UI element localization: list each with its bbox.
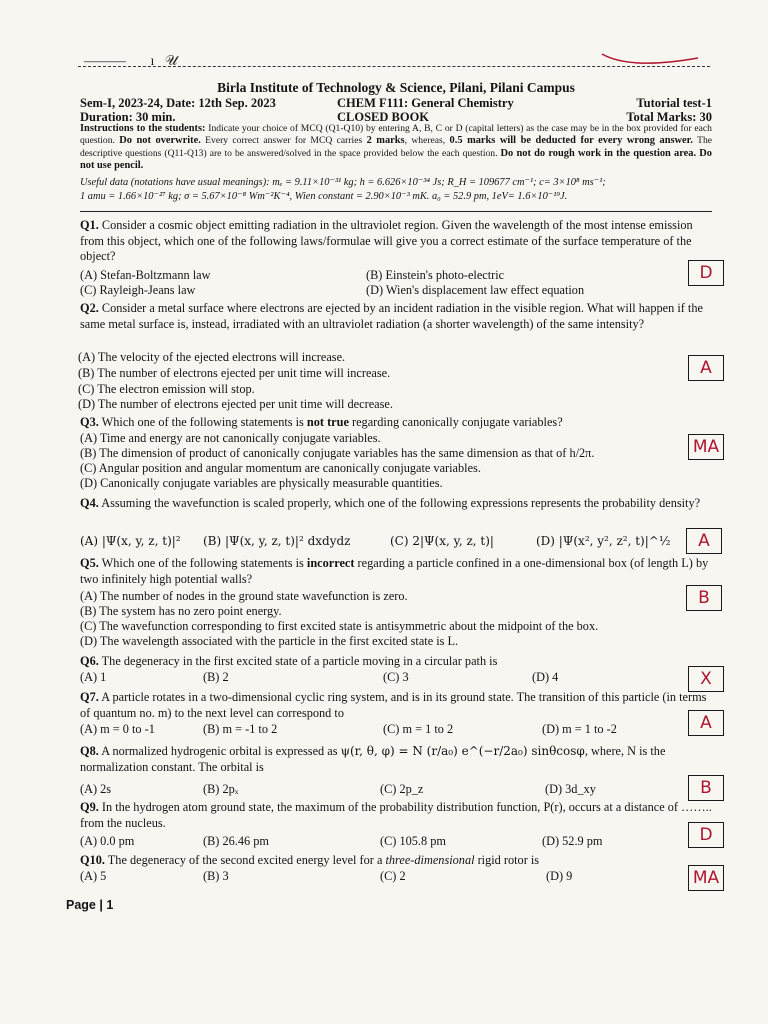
option-c: (C) The electron emission will stop. — [78, 382, 255, 396]
option-a: (A) 0.0 pm — [80, 834, 135, 848]
option-c: (C) m = 1 to 2 — [383, 722, 454, 736]
option-a: (A) Time and energy are not canonically conjugate variables. — [80, 431, 381, 445]
option-c: (C) Rayleigh-Jeans law — [80, 283, 196, 297]
answer-box-q2[interactable]: A — [688, 355, 724, 381]
question-text: Consider a cosmic object emitting radiation in the ultraviolet region. Given the wavelength of the most intense emission from this object, which one of the following laws/formulae will give you a correct estimate of the surface temperature of the object? — [80, 218, 693, 264]
question-7 — [80, 690, 712, 721]
question-text: regarding a particle confined in a one-dimensional box (of length L) by two infinitely high potential walls? — [80, 556, 709, 586]
q1-options-row-2 — [80, 283, 680, 299]
option-d: (D) m = 1 to -2 — [542, 722, 617, 736]
question-text: A normalized hydrogenic orbital is expressed as — [101, 744, 341, 758]
option-c: (C) 2p_z — [380, 782, 424, 796]
useful-data-line-1: Useful data (notations have usual meanings): mₑ = 9.11×10⁻³¹ kg; h = 6.626×10⁻³⁴ Js; R_H = 109677 cm⁻¹; c= 3×10⁸ ms⁻¹; — [80, 177, 606, 188]
question-text: Which one of the following statements is — [101, 415, 307, 429]
option-c: (C) 2 — [380, 869, 406, 883]
q6-options-row — [80, 670, 680, 686]
option-d: (D) 9 — [546, 869, 573, 883]
option-c: (C) Angular position and angular momentum are canonically conjugate variables. — [80, 461, 481, 475]
question-number: Q9. — [80, 800, 99, 814]
option-d: (D) Wien's displacement law effect equation — [366, 283, 585, 297]
option-b: (B) Einstein's photo-electric — [366, 268, 505, 282]
question-text: The degeneracy of the second excited energy level for a — [107, 853, 386, 867]
option-a: (A) |Ψ(x, y, z, t)|² — [80, 534, 181, 548]
instr-bold: 0.5 marks will be deducted for every wrong answer. — [449, 135, 693, 147]
answer-box-q9[interactable]: D — [688, 822, 724, 848]
q4-options-row — [80, 534, 680, 550]
option-a: (A) The number of nodes in the ground state wavefunction is zero. — [80, 589, 408, 603]
answer-box-q8[interactable]: B — [688, 775, 724, 801]
instr-text: The descriptive questions (Q11-Q13) are to be answered/solved in the space provided below the each question. — [80, 135, 713, 159]
option-b: (B) |Ψ(x, y, z, t)|² dxdydz — [203, 534, 351, 548]
question-number: Q5. — [80, 556, 99, 570]
test-name: Tutorial test-1 — [636, 96, 712, 110]
option-a: (A) m = 0 to -1 — [80, 722, 155, 736]
option-b: (B) 2pₓ — [203, 782, 239, 796]
question-text: A particle rotates in a two-dimensional cyclic ring system, and is in its ground state. The transition of this particle (in terms of quantum no. m) to the next level can correspond to — [80, 690, 707, 720]
orbital-formula: ψ(r, θ, φ) = N (r/a₀) e^(−r/2a₀) sinθcosφ — [340, 744, 585, 758]
option-b: (B) The system has no zero point energy. — [80, 604, 282, 618]
option-d: (D) Canonically conjugate variables are physically measurable quantities. — [80, 476, 443, 490]
q1-options-row-1 — [80, 268, 680, 284]
institute-title: Birla Institute of Technology & Science, Pilani, Pilani Campus — [217, 80, 575, 95]
question-number: Q7. — [80, 690, 99, 704]
option-a: (A) Stefan-Boltzmann law — [80, 268, 211, 282]
question-1 — [80, 218, 712, 265]
option-b: (B) The dimension of product of canonically conjugate variables has the same dimension as that of h/2π. — [80, 446, 595, 460]
answer-box-q4[interactable]: A — [686, 528, 722, 554]
question-number: Q3. — [80, 415, 99, 429]
top-dashed-line — [78, 66, 710, 67]
option-b: (B) m = -1 to 2 — [203, 722, 278, 736]
question-4 — [80, 496, 712, 512]
q10-options-row — [80, 869, 680, 885]
option-a: (A) 5 — [80, 869, 107, 883]
option-d: (D) 52.9 pm — [542, 834, 603, 848]
question-emphasis: three-dimensional — [385, 853, 475, 867]
question-number: Q4. — [80, 496, 99, 510]
question-number: Q8. — [80, 744, 99, 758]
option-d: (D) |Ψ(x², y², z², t)|^½ — [536, 534, 671, 548]
option-b: (B) 26.46 pm — [203, 834, 269, 848]
handwritten-scribble: ‒‒‒‒‒‒ ı 𝒰 — [84, 54, 178, 69]
option-a: (A) 2s — [80, 782, 112, 796]
question-text: Consider a metal surface where electrons are ejected by an incident radiation in the visible region. What will happen if the same metal surface is, instead, irradiated with an ultraviolet radiation (a shorter wavelength) of the same intensity? — [80, 301, 703, 331]
option-d: (D) 3d_xy — [545, 782, 596, 796]
question-8 — [80, 744, 712, 775]
q9-options-row — [80, 834, 680, 850]
closed-book: CLOSED BOOK — [337, 110, 430, 124]
useful-data — [80, 176, 712, 204]
instr-text: Every correct answer for MCQ carries — [205, 135, 363, 147]
option-c: (C) 2|Ψ(x, y, z, t)| — [390, 534, 494, 548]
question-number: Q2. — [80, 301, 99, 315]
question-9 — [80, 800, 712, 831]
option-c: (C) 3 — [383, 670, 409, 684]
instr-bold: Do not overwrite. — [119, 135, 201, 147]
divider — [80, 211, 712, 212]
course-code: CHEM F111: General Chemistry — [337, 96, 514, 110]
question-10 — [80, 853, 712, 869]
answer-box-q7[interactable]: A — [688, 710, 724, 736]
instr-text: Indicate your choice of MCQ (Q1-Q10) by entering A, B, C or D (capital letters) as the case may be in the box provided for each question. — [80, 123, 712, 147]
question-5 — [80, 556, 712, 587]
question-6 — [80, 654, 712, 670]
option-b: (B) The number of electrons ejected per unit time will increase. — [78, 366, 391, 380]
question-text: In the hydrogen atom ground state, the maximum of the probability distribution function, P(r), occurs at a distance of …….. from the nucleus. — [80, 800, 712, 830]
handwritten-arc — [600, 52, 700, 72]
answer-box-q6[interactable]: X — [688, 666, 724, 692]
question-text: rigid rotor is — [474, 853, 540, 867]
option-d: (D) The number of electrons ejected per unit time will decrease. — [78, 397, 393, 411]
option-c: (C) 105.8 pm — [380, 834, 446, 848]
answer-box-q3[interactable]: MA — [688, 434, 724, 460]
option-d: (D) 4 — [532, 670, 559, 684]
question-number: Q10. — [80, 853, 105, 867]
question-text: Assuming the wavefunction is scaled properly, which one of the following expressions represents the probability density? — [101, 496, 701, 510]
option-c: (C) The wavefunction corresponding to first excited state is antisymmetric about the midpoint of the box. — [80, 619, 599, 633]
instructions — [80, 123, 712, 172]
page-number: Page | 1 — [66, 898, 114, 912]
question-text: regarding canonically conjugate variables? — [348, 415, 563, 429]
duration: Duration: 30 min. — [80, 110, 176, 124]
question-text: , where, N is the normalization constant. The orbital is — [80, 744, 666, 774]
option-b: (B) 3 — [203, 869, 229, 883]
instructions-lead: Instructions to the students: — [80, 123, 206, 134]
sem-date: Sem-I, 2023-24, Date: 12th Sep. 2023 — [80, 96, 276, 110]
question-number: Q6. — [80, 654, 99, 668]
question-number: Q1. — [80, 218, 99, 232]
answer-box-q10[interactable]: MA — [688, 865, 724, 891]
answer-box-q5[interactable]: B — [686, 585, 722, 611]
question-emphasis: incorrect — [306, 556, 355, 570]
useful-data-line-2: 1 amu = 1.66×10⁻²⁷ kg; σ = 5.67×10⁻⁸ Wm⁻²K⁻⁴, Wien constant = 2.90×10⁻³ mK. a₀ = 52.9 pm, 1eV= 1.6×10⁻¹⁹J. — [80, 191, 568, 202]
instr-bold: 2 marks — [366, 135, 405, 147]
question-2 — [80, 301, 712, 332]
option-a: (A) The velocity of the ejected electrons will increase. — [78, 350, 346, 364]
option-a: (A) 1 — [80, 670, 107, 684]
instr-text: , whereas, — [404, 135, 446, 147]
instr-bold: Do not do rough work in the question area. Do not use pencil. — [80, 147, 712, 171]
question-emphasis: not true — [306, 415, 349, 429]
answer-box-q1[interactable]: D — [688, 260, 724, 286]
question-text: Which one of the following statements is — [101, 556, 307, 570]
option-d: (D) The wavelength associated with the particle in the first excited state is L. — [80, 634, 459, 648]
question-text: The degeneracy in the first excited state of a particle moving in a circular path is — [101, 654, 498, 668]
total-marks: Total Marks: 30 — [626, 110, 712, 124]
q8-options-row — [80, 782, 680, 798]
question-3 — [80, 415, 712, 431]
option-b: (B) 2 — [203, 670, 229, 684]
q7-options-row — [80, 722, 680, 738]
